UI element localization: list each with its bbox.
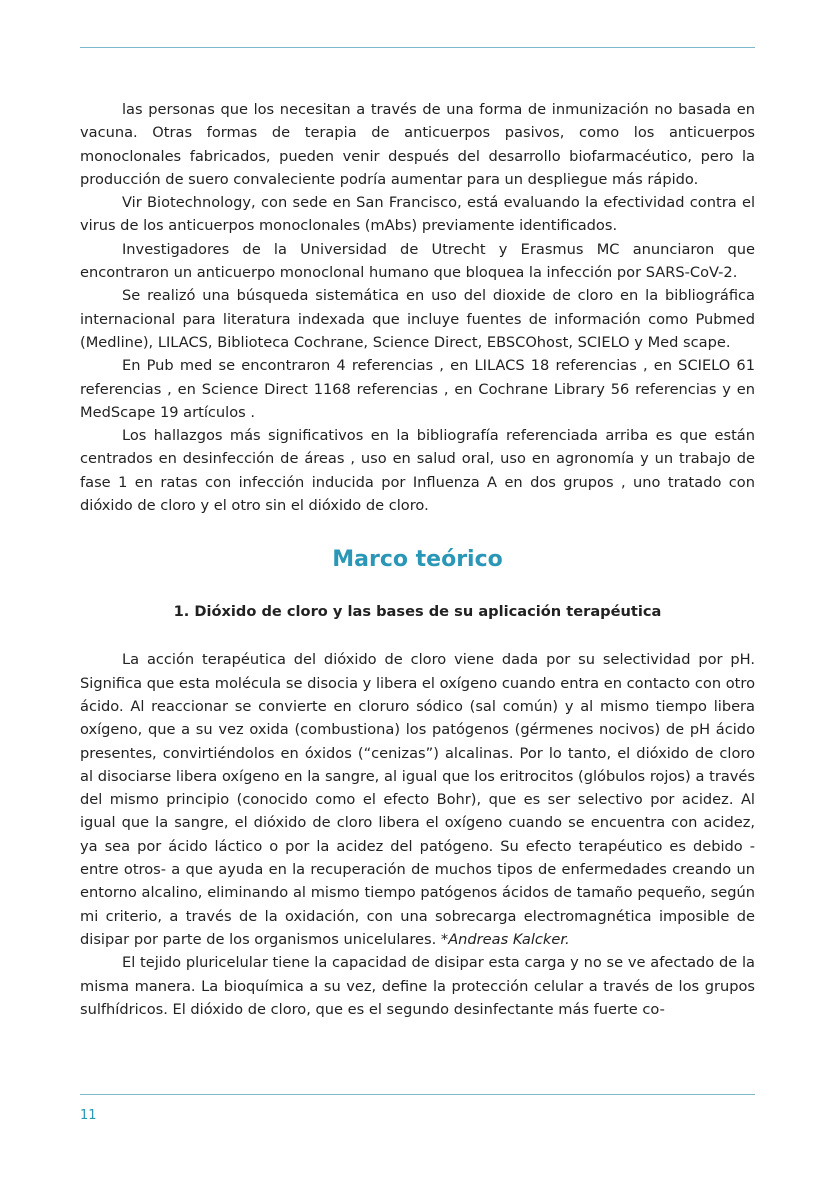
page-body: [80, 98, 755, 1021]
paragraph-text: La acción terapéutica del dióxido de cloro viene dada por su selectividad por pH. Significa que esta molécula se disocia y libera el oxígeno cuando entra en contacto con otro ácido. Al reaccionar se convierte en cloruro sódico (sal común) y al mismo tiempo libera oxígeno, que a su vez oxida (combustiona) los patógenos (gérmenes nocivos) de pH ácido presentes, convirtiéndolos en óxidos (“cenizas”) alcalinas. Por lo tanto, el dióxido de cloro al disociarse libera oxígeno en la sangre, al igual que los eritrocitos (glóbulos rojos) a través del mismo principio (conocido como el efecto Bohr), que es ser selectivo por acidez. Al igual que la sangre, el dióxido de cloro libera el oxígeno cuando se encuentra con acidez, ya sea por ácido láctico o por la acidez del patógeno. Su efecto terapéutico es debido -entre otros- a que ayuda en la recuperación de muchos tipos de enfermedades creando un entorno alcalino, eliminando al mismo tiempo patógenos ácidos de tamaño pequeño, según mi criterio, a través de la oxidación, con una sobrecarga electromagnética imposible de disipar por parte de los organismos unicelulares.: [80, 651, 755, 948]
header-rule: [80, 47, 755, 48]
paragraph: Los hallazgos más significativos en la bibliografía referenciada arriba es que están centrados en desinfección de áreas , uso en salud oral, uso en agronomía y un trabajo de fase 1 en ratas con infección inducida por Influenza A en dos grupos , uno tratado con dióxido de cloro y el otro sin el dióxido de cloro.: [80, 427, 755, 515]
section-title: Marco teórico: [332, 547, 503, 573]
spacer: [80, 622, 755, 648]
paragraph: En Pub med se encontraron 4 referencias , en LILACS 18 referencias , en SCIELO 61 referencias , en Science Direct 1168 referencias , en Cochrane Library 56 referencias y en MedScape 19 artículos .: [80, 357, 755, 421]
paragraph: Investigadores de la Universidad de Utrecht y Erasmus MC anunciaron que encontraron un anticuerpo monoclonal humano que bloquea la infección por SARS-CoV-2.: [80, 240, 755, 282]
paragraph: [80, 648, 755, 951]
subsection-title: 1. Dióxido de cloro y las bases de su aplicación terapéutica: [173, 603, 662, 621]
paragraph: Se realizó una búsqueda sistemática en uso del dioxide de cloro en la bibliográfica internacional para literatura indexada que incluye fuentes de información como Pubmed (Medline), LILACS, Biblioteca Cochrane, Science Direct, EBSCOhost, SCIELO y Med scape.: [80, 287, 755, 351]
paragraph: Vir Biotechnology, con sede en San Francisco, está evaluando la efectividad contra el virus de los anticuerpos monoclonales (mAbs) previamente identificados.: [80, 194, 755, 235]
footer-rule: [80, 1094, 755, 1095]
page-number: 11: [80, 1108, 97, 1123]
citation: *Andreas Kalcker.: [440, 930, 570, 948]
paragraph: El tejido pluricelular tiene la capacidad de disipar esta carga y no se ve afectado de la misma manera. La bioquímica a su vez, define la protección celular a través de los grupos sulfhídricos. El dióxido de cloro, que es el segundo desinfectante más fuerte co-: [80, 954, 755, 1018]
paragraph: las personas que los necesitan a través de una forma de inmunización no basada en vacuna. Otras formas de terapia de anticuerpos pasivos, como los anticuerpos monoclonales fabricados, pueden venir después del desarrollo biofarmacéutico, pero la producción de suero convaleciente podría aumentar para un despliegue más rápido.: [80, 101, 755, 188]
